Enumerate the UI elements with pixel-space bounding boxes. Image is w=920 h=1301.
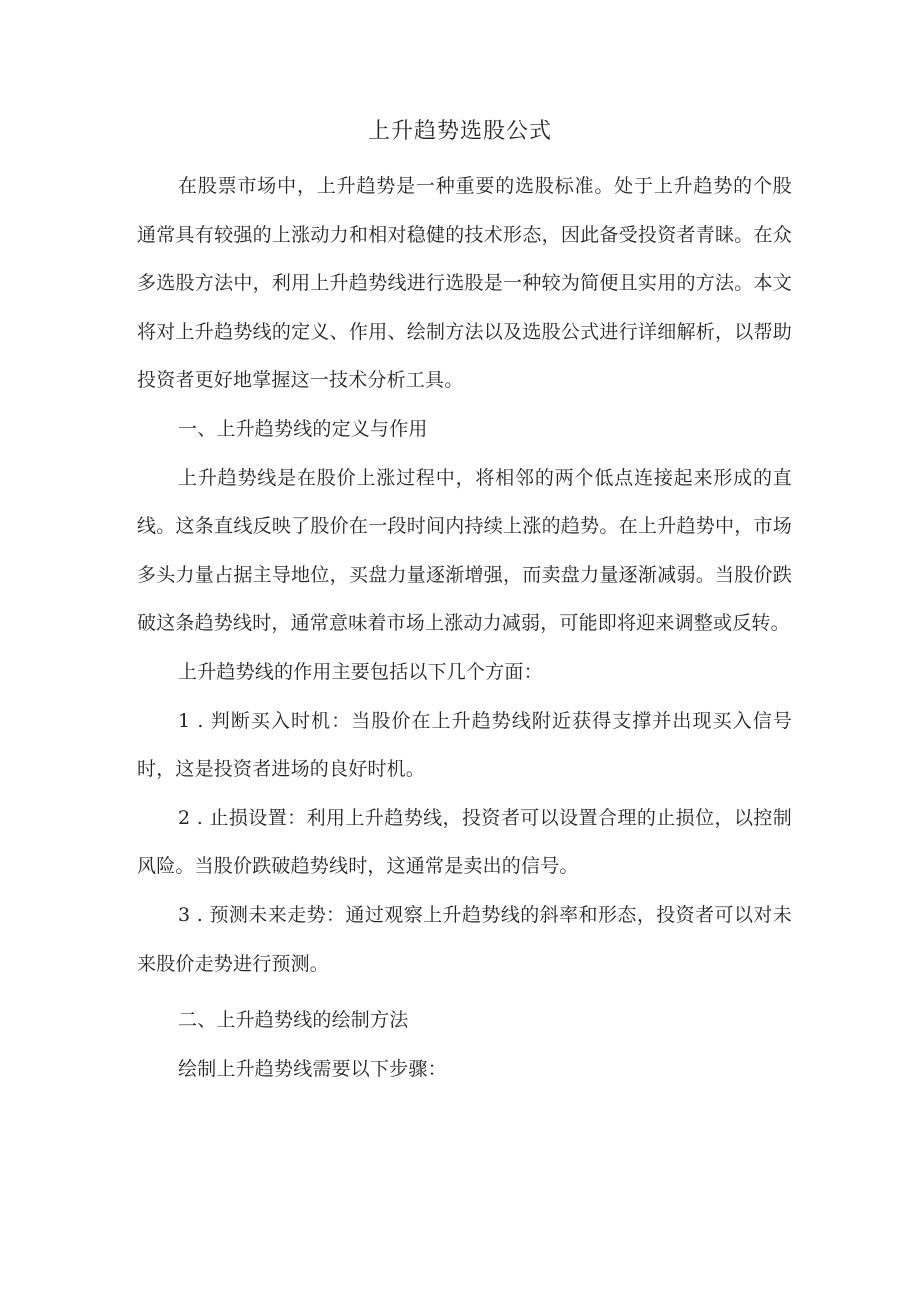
functions-intro-paragraph: 上升趋势线的作用主要包括以下几个方面： [178,660,543,683]
drawing-steps-intro: 绘制上升趋势线需要以下步骤： [178,1057,447,1080]
definition-paragraph: 上升趋势线是在股价上涨过程中，将相邻的两个低点连接起来形成的直线。这条直线反映了股价在一段时间内持续上涨的趋势。在上升趋势中，市场多头力量占据主导地位，买盘力量逐渐增强，而卖盘力量逐渐减弱。当股价跌破这条趋势线时，通常意味着市场上涨动力减弱，可能即将迎来调整或反转。 [137,466,792,635]
list-item-3: 3 . 预测未来走势：通过观察上升趋势线的斜率和形态，投资者可以对未来股价走势进行预测。 [137,903,792,975]
section-heading-2: 二、上升趋势线的绘制方法 [178,1009,409,1032]
intro-paragraph: 在股票市场中，上升趋势是一种重要的选股标准。处于上升趋势的个股通常具有较强的上涨动力和相对稳健的技术形态，因此备受投资者青睐。在众多选股方法中，利用上升趋势线进行选股是一种较为简便且实用的方法。本文将对上升趋势线的定义、作用、绘制方法以及选股公式进行详细解析，以帮助投资者更好地掌握这一技术分析工具。 [137,175,792,392]
section-heading-1: 一、上升趋势线的定义与作用 [178,417,428,440]
document-body [137,162,792,1093]
list-item-1: 1 . 判断买入时机：当股价在上升趋势线附近获得支撑并出现买入信号时，这是投资者进场的良好时机。 [137,709,792,781]
list-item-2: 2 . 止损设置：利用上升趋势线，投资者可以设置合理的止损位，以控制风险。当股价跌破趋势线时，这通常是卖出的信号。 [137,806,792,878]
document-title: 上升趋势选股公式 [367,119,552,144]
